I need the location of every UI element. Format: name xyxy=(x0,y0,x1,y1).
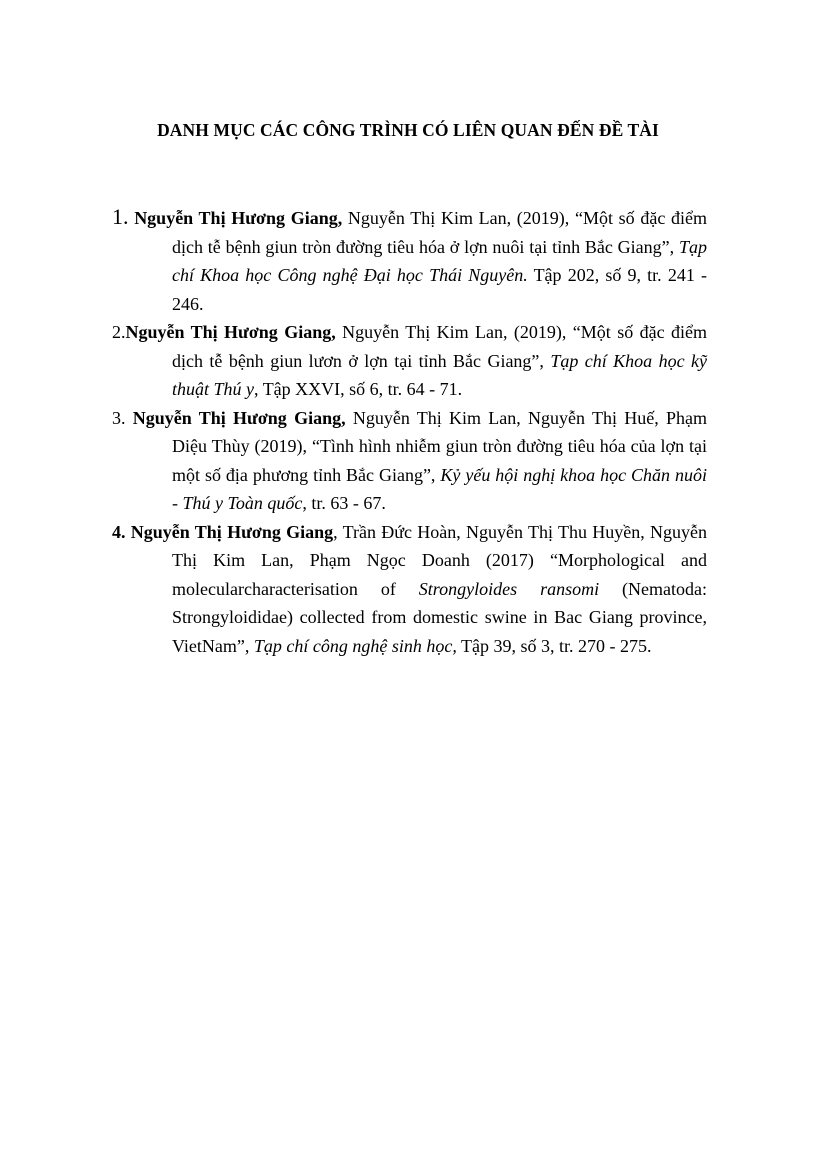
publication-entry-3 xyxy=(112,404,707,518)
entry-journal: Kỷ yếu hội nghị khoa học Chăn nuôi - Thú y Toàn quốc xyxy=(172,464,707,513)
entry-text: Nguyễn Thị Kim Lan, (2019), “Một số đặc điểm dịch tễ bệnh giun tròn đường tiêu hóa ở lợn nuôi tại tỉnh Bắc Giang”, xyxy=(172,208,707,257)
entry-number: 3. xyxy=(112,407,126,428)
entry-species: Strongyloides ransomi xyxy=(418,578,600,599)
entry-number: 1. xyxy=(112,204,129,229)
publication-list xyxy=(112,203,707,660)
entry-number: 4. xyxy=(112,521,126,542)
entry-tail: Tập 202, số 9, tr. 241 - 246. xyxy=(172,265,707,314)
entry-author: Nguyễn Thị Hương Giang, xyxy=(125,322,336,342)
publication-entry-4 xyxy=(112,518,707,661)
entry-tail: , tr. 63 - 67. xyxy=(302,493,386,513)
entry-author: Nguyễn Thị Hương Giang, xyxy=(134,208,343,228)
entry-journal: Tạp chí công nghệ sinh học, xyxy=(253,635,457,656)
publication-entry-1 xyxy=(112,203,707,318)
entry-text: Nguyễn Thị Kim Lan, (2019), “Một số đặc điểm dịch tễ bệnh giun lươn ở lợn tại tỉnh Bắc Giang”, xyxy=(172,322,707,371)
publication-entry-2 xyxy=(112,318,707,404)
entry-author: Nguyễn Thị Hương Giang xyxy=(130,521,334,542)
entry-tail: Tập 39, số 3, tr. 270 - 275. xyxy=(456,635,652,656)
entry-journal: Tạp chí Khoa học kỹ thuật Thú y xyxy=(172,350,707,399)
page-title: DANH MỤC CÁC CÔNG TRÌNH CÓ LIÊN QUAN ĐẾN ĐỀ TÀI xyxy=(157,120,659,140)
entry-text: , Trần Đức Hoàn, Nguyễn Thị Thu Huyền, Nguyễn Thị Kim Lan, Phạm Ngọc Doanh (2017) “Morphological and molecularcharacterisation of xyxy=(172,521,708,599)
entry-number: 2. xyxy=(112,322,126,342)
entry-text: Nguyễn Thị Kim Lan, Nguyễn Thị Huế, Phạm Diệu Thùy (2019), “Tình hình nhiễm giun tròn đường tiêu hóa của lợn tại một số địa phương tỉnh Bắc Giang”, xyxy=(172,407,708,485)
entry-author: Nguyễn Thị Hương Giang, xyxy=(132,407,346,428)
entry-tail: , Tập XXVI, số 6, tr. 64 - 71. xyxy=(254,379,463,399)
entry-journal: Tạp chí Khoa học Công nghệ Đại học Thái Nguyên. xyxy=(172,236,707,285)
entry-text-2: (Nematoda: Strongyloididae) collected from domestic swine in Bac Giang province, VietNam”, xyxy=(172,578,707,656)
